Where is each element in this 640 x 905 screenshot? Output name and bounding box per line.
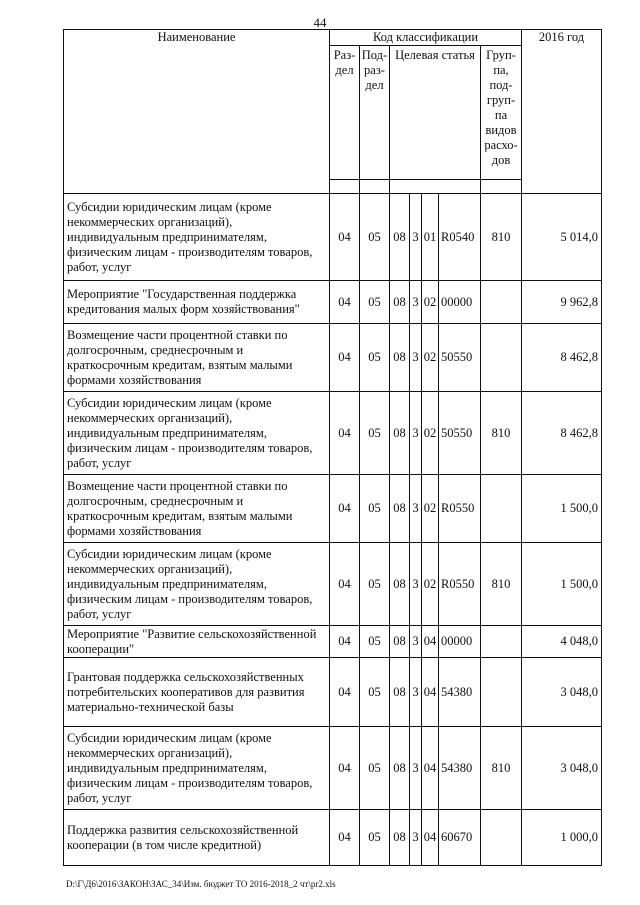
row-target-subprogram: 3 (410, 626, 422, 658)
header-code: Код классификации (330, 30, 522, 46)
budget-table (63, 29, 602, 866)
row-expense-type: 810 (481, 194, 522, 281)
row-razdel: 04 (330, 810, 360, 866)
row-target-main-event: 02 (422, 475, 439, 543)
row-razdel: 04 (330, 626, 360, 658)
row-target-direction: R0540 (439, 194, 481, 281)
row-target-program: 08 (390, 324, 410, 392)
row-podrazdel: 05 (360, 194, 390, 281)
row-target-direction: 54380 (439, 727, 481, 810)
row-target-program: 08 (390, 392, 410, 475)
row-target-direction: 00000 (439, 281, 481, 324)
row-name: Возмещение части процентной ставки по долгосрочным, среднесрочным и краткосрочным кредитам, взятым малыми формами хозяйствования (64, 324, 330, 392)
footer-file-path: D:\Г\Д6\2016\ЗАКОН\ЗАС_34\Изм. бюджет ТО 2016-2018_2 чт\pr2.xls (66, 879, 336, 889)
row-podrazdel: 05 (360, 810, 390, 866)
row-razdel: 04 (330, 727, 360, 810)
row-razdel: 04 (330, 475, 360, 543)
row-target-direction: 50550 (439, 324, 481, 392)
row-target-subprogram: 3 (410, 392, 422, 475)
row-amount: 3 048,0 (522, 658, 602, 727)
row-target-direction: R0550 (439, 475, 481, 543)
row-target-direction: 00000 (439, 626, 481, 658)
row-amount: 8 462,8 (522, 324, 602, 392)
row-target-program: 08 (390, 727, 410, 810)
row-razdel: 04 (330, 543, 360, 626)
row-amount: 3 048,0 (522, 727, 602, 810)
header-target: Целевая статья (390, 46, 481, 180)
row-target-subprogram: 3 (410, 658, 422, 727)
row-expense-type (481, 475, 522, 543)
row-razdel: 04 (330, 392, 360, 475)
row-podrazdel: 05 (360, 727, 390, 810)
row-name: Субсидии юридическим лицам (кроме некоммерческих организаций), индивидуальным предпринимателям, физическим лицам - производителям товаров, работ, услуг (64, 543, 330, 626)
row-target-subprogram: 3 (410, 543, 422, 626)
header-name: Наименование (64, 30, 330, 194)
row-podrazdel: 05 (360, 281, 390, 324)
row-expense-type (481, 626, 522, 658)
table-row (64, 475, 602, 543)
header-razdel: Раз- дел (330, 46, 360, 180)
row-expense-type (481, 324, 522, 392)
row-target-program: 08 (390, 475, 410, 543)
header-row-1 (64, 30, 602, 46)
header-group: Груп- па, под- груп- па видов расхо- дов (481, 46, 522, 180)
header-podrazdel: Под- раз- дел (360, 46, 390, 180)
row-name: Возмещение части процентной ставки по долгосрочным, среднесрочным и краткосрочным кредитам, взятым малыми формами хозяйствования (64, 475, 330, 543)
row-target-program: 08 (390, 281, 410, 324)
row-target-main-event: 02 (422, 543, 439, 626)
row-podrazdel: 05 (360, 626, 390, 658)
row-target-main-event: 04 (422, 626, 439, 658)
row-target-main-event: 04 (422, 727, 439, 810)
row-expense-type: 810 (481, 543, 522, 626)
row-target-direction: 50550 (439, 392, 481, 475)
row-amount: 4 048,0 (522, 626, 602, 658)
row-target-direction: 54380 (439, 658, 481, 727)
row-target-main-event: 04 (422, 658, 439, 727)
row-expense-type (481, 658, 522, 727)
row-target-subprogram: 3 (410, 194, 422, 281)
row-target-main-event: 04 (422, 810, 439, 866)
row-razdel: 04 (330, 324, 360, 392)
row-amount: 1 500,0 (522, 543, 602, 626)
row-name: Поддержка развития сельскохозяйственной кооперации (в том числе кредитной) (64, 810, 330, 866)
row-expense-type (481, 810, 522, 866)
row-name: Мероприятие "Развитие сельскохозяйственной кооперации" (64, 626, 330, 658)
row-target-subprogram: 3 (410, 727, 422, 810)
row-name: Мероприятие "Государственная поддержка кредитования малых форм хозяйствования" (64, 281, 330, 324)
row-podrazdel: 05 (360, 392, 390, 475)
row-amount: 5 014,0 (522, 194, 602, 281)
row-target-program: 08 (390, 626, 410, 658)
table-row (64, 727, 602, 810)
row-amount: 8 462,8 (522, 392, 602, 475)
row-amount: 1 500,0 (522, 475, 602, 543)
row-target-subprogram: 3 (410, 281, 422, 324)
row-target-program: 08 (390, 810, 410, 866)
row-amount: 9 962,8 (522, 281, 602, 324)
row-target-subprogram: 3 (410, 324, 422, 392)
table-row (64, 543, 602, 626)
table-row (64, 658, 602, 727)
row-target-main-event: 02 (422, 281, 439, 324)
row-razdel: 04 (330, 658, 360, 727)
row-expense-type (481, 281, 522, 324)
row-amount: 1 000,0 (522, 810, 602, 866)
row-podrazdel: 05 (360, 324, 390, 392)
row-name: Субсидии юридическим лицам (кроме некоммерческих организаций), индивидуальным предпринимателям, физическим лицам - производителям товаров, работ, услуг (64, 392, 330, 475)
table-row (64, 281, 602, 324)
row-name: Субсидии юридическим лицам (кроме некоммерческих организаций), индивидуальным предпринимателям, физическим лицам - производителям товаров, работ, услуг (64, 194, 330, 281)
row-target-main-event: 02 (422, 392, 439, 475)
row-podrazdel: 05 (360, 543, 390, 626)
table-row (64, 194, 602, 281)
row-expense-type: 810 (481, 727, 522, 810)
row-target-program: 08 (390, 194, 410, 281)
header-year: 2016 год (522, 30, 602, 194)
row-target-direction: 60670 (439, 810, 481, 866)
row-target-program: 08 (390, 543, 410, 626)
row-podrazdel: 05 (360, 658, 390, 727)
table-row (64, 626, 602, 658)
table-row (64, 324, 602, 392)
row-razdel: 04 (330, 194, 360, 281)
row-expense-type: 810 (481, 392, 522, 475)
row-podrazdel: 05 (360, 475, 390, 543)
row-target-main-event: 02 (422, 324, 439, 392)
row-name: Субсидии юридическим лицам (кроме некоммерческих организаций), индивидуальным предпринимателям, физическим лицам - производителям товаров, работ, услуг (64, 727, 330, 810)
row-target-direction: R0550 (439, 543, 481, 626)
table-row (64, 392, 602, 475)
row-name: Грантовая поддержка сельскохозяйственных потребительских кооперативов для развития материально-технической базы (64, 658, 330, 727)
row-target-main-event: 01 (422, 194, 439, 281)
table-row (64, 810, 602, 866)
row-target-subprogram: 3 (410, 810, 422, 866)
row-target-subprogram: 3 (410, 475, 422, 543)
row-razdel: 04 (330, 281, 360, 324)
page-number: 44 (313, 15, 327, 30)
row-target-program: 08 (390, 658, 410, 727)
